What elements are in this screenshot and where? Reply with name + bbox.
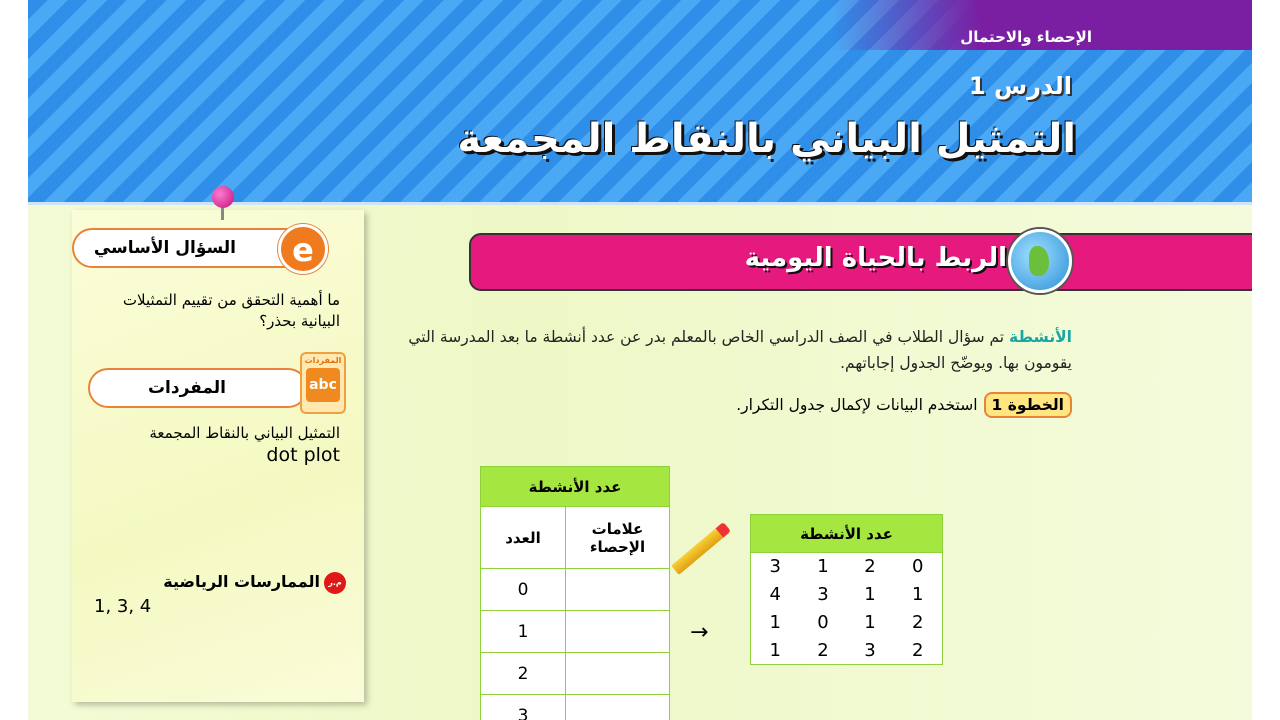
- column-header-number: العدد: [481, 507, 566, 569]
- globe-icon: [1008, 229, 1072, 293]
- tally-cell[interactable]: [566, 695, 670, 720]
- table-row: [481, 569, 670, 611]
- vocabulary-badge-text: المفردات: [304, 356, 342, 365]
- tally-cell[interactable]: [566, 653, 670, 695]
- data-cell: 3: [769, 556, 781, 578]
- table-row: [751, 609, 943, 637]
- data-cell: 0: [817, 612, 829, 633]
- table-row: [751, 637, 943, 665]
- essential-question-label: السؤال الأساسي: [93, 238, 236, 258]
- table-row: [481, 611, 670, 653]
- frequency-table: [480, 466, 670, 720]
- data-cell: 1: [864, 584, 876, 605]
- pencil-icon: [671, 527, 725, 575]
- step-1: [736, 392, 1072, 418]
- math-practices-label: الممارسات الرياضية: [163, 572, 320, 591]
- data-cell: 1: [769, 612, 781, 633]
- step-label: الخطوة 1: [984, 392, 1072, 418]
- math-practices-icon: م.ر: [324, 572, 346, 594]
- number-cell: 3: [481, 695, 566, 720]
- activity-keyword: الأنشطة: [1009, 328, 1072, 346]
- vocabulary-term-english: dot plot: [266, 444, 340, 466]
- table-row: [481, 695, 670, 720]
- unit-strip: [832, 0, 1252, 50]
- tally-cell[interactable]: [566, 569, 670, 611]
- data-cell: 3: [864, 639, 876, 661]
- essential-question-icon: e: [278, 224, 328, 274]
- data-cell: 1: [769, 639, 781, 661]
- lesson-page: [28, 0, 1252, 720]
- data-cell: 2: [911, 612, 924, 633]
- activity-paragraph: [386, 324, 1072, 376]
- pushpin-needle: [221, 206, 224, 220]
- data-cell: 0: [911, 556, 924, 578]
- table-row: [751, 581, 943, 609]
- unit-title: الإحصاء والاحتمال: [960, 28, 1092, 46]
- number-cell: 1: [481, 611, 566, 653]
- data-cell: 2: [864, 556, 876, 578]
- number-cell: 2: [481, 653, 566, 695]
- table-row: [481, 653, 670, 695]
- lesson-number: الدرس 1: [968, 72, 1072, 100]
- data-cell: 4: [769, 584, 781, 605]
- table-row: [751, 553, 943, 581]
- vocabulary-term-arabic: التمثيل البياني بالنقاط المجمعة: [149, 424, 340, 442]
- column-header-tally: علامات الإحصاء: [566, 507, 670, 569]
- sidebar-note: [72, 210, 364, 702]
- vocabulary-icon: [300, 352, 346, 414]
- data-cell: 1: [864, 612, 876, 633]
- activity-text: تم سؤال الطلاب في الصف الدراسي الخاص بالمعلم بدر عن عدد أنشطة ما بعد المدرسة التي يقومون بها. ويوضّح الجدول إجاباتهم.: [408, 328, 1072, 372]
- vocabulary-label: المفردات: [147, 378, 226, 398]
- real-world-banner: [469, 233, 1252, 291]
- pushpin-icon: [212, 186, 234, 208]
- data-cell: 1: [911, 584, 924, 605]
- vocabulary-header: [88, 368, 308, 408]
- data-cell: 3: [817, 584, 829, 605]
- data-cell: 2: [911, 639, 924, 661]
- arrow-icon: →: [690, 620, 709, 645]
- lesson-header: [28, 0, 1252, 205]
- math-practices-values: 1, 3, 4: [94, 596, 152, 617]
- real-world-title: الربط بالحياة اليومية: [744, 243, 1007, 273]
- data-table: [750, 514, 943, 665]
- number-cell: 0: [481, 569, 566, 611]
- frequency-table-title: عدد الأنشطة: [481, 467, 670, 507]
- data-cell: 1: [817, 556, 829, 578]
- essential-question-text: ما أهمية التحقق من تقييم التمثيلات البيانية بحذر؟: [122, 291, 340, 330]
- data-table-title: عدد الأنشطة: [751, 515, 943, 553]
- lesson-title: التمثيل البياني بالنقاط المجمعة: [457, 116, 1076, 162]
- step-text: استخدم البيانات لإكمال جدول التكرار.: [736, 396, 978, 414]
- abc-icon: abc: [306, 368, 340, 402]
- data-cell: 2: [817, 639, 829, 661]
- tally-cell[interactable]: [566, 611, 670, 653]
